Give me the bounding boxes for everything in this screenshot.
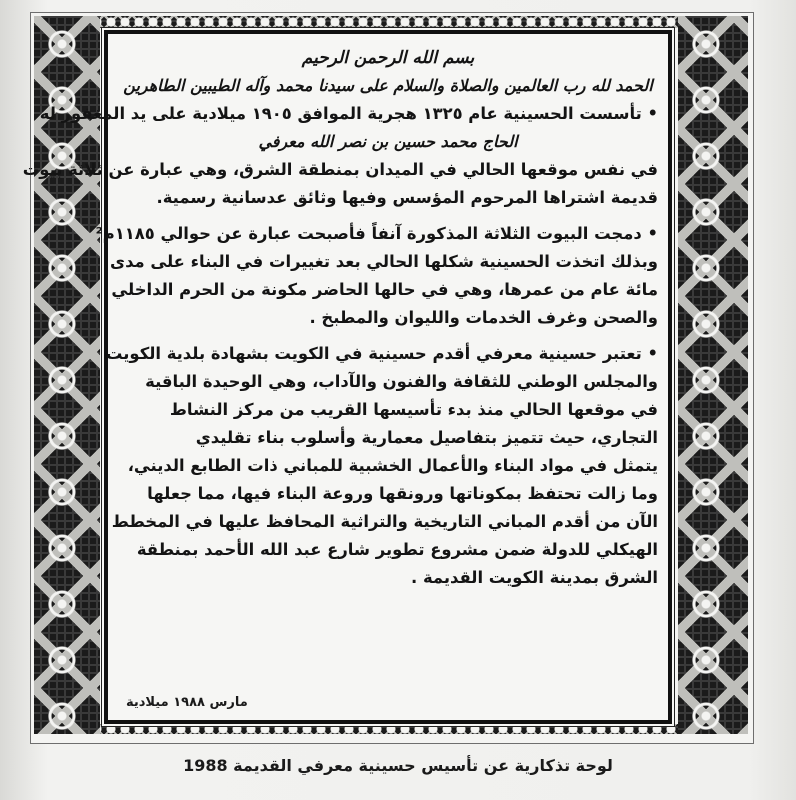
plaque-line-9: والصحن وغرف الخدمات والليوان والمطبخ . xyxy=(309,308,658,327)
plaque-line-16: الآن من أقدم المباني التاريخية والتراثية المحافظ عليها في المخطط xyxy=(111,512,658,531)
plaque-line-3: الحاج محمد حسين بن نصر الله معرفي xyxy=(258,132,518,151)
plaque-line-12: في موقعها الحالي منذ بدء تأسيسها القريب من مركز النشاط xyxy=(169,400,658,419)
ornamental-border-bottom xyxy=(34,724,748,734)
plaque-line-18: الشرق بمدينة الكويت القديمة . xyxy=(411,568,658,587)
photo-caption: لوحة تذكارية عن تأسيس حسينية معرفي القديمة 1988 xyxy=(183,756,613,775)
plaque-line-11: والمجلس الوطني للثقافة والفنون والآداب، وهي الوحيدة الباقية xyxy=(145,372,658,391)
ornamental-border-right xyxy=(678,16,748,734)
plaque-line-17: الهيكلي للدولة ضمن مشروع تطوير شارع عبد الله الأحمد بمنطقة xyxy=(136,540,658,559)
basmala: بسم الله الرحمن الرحيم xyxy=(301,48,475,68)
plaque-line-7: وبذلك اتخذت الحسينية شكلها الحالي بعد تغييرات في البناء على مدى xyxy=(110,252,658,271)
plaque-line-1: الحمد لله رب العالمين والصلاة والسلام على سيدنا محمد وآله الطيبين الطاهرين xyxy=(123,76,653,95)
plaque-date: مارس ١٩٨٨ ميلادية xyxy=(126,695,248,710)
plaque-line-6: • دمجت البيوت الثلاثة المذكورة آنفاً فأصبحت عبارة عن حوالي ١١٨٥م² xyxy=(95,224,658,243)
plaque-line-8: مائة عام من عمرها، وهي في حالها الحاضر مكونة من الحرم الداخلي xyxy=(111,280,658,299)
plaque-line-14: يتمثل في مواد البناء والأعمال الخشبية للمباني ذات الطابع الديني، xyxy=(127,456,658,475)
plaque-line-13: التجاري، حيث تتميز بتفاصيل معمارية وأسلوب بناء تقليدي xyxy=(195,428,658,447)
ornamental-border-top xyxy=(34,16,748,28)
plaque-line-15: وما زالت تحتفظ بمكوناتها ورونقها وروعة البناء فيها، مما جعلها xyxy=(147,484,658,503)
plaque-line-10: • تعتبر حسينية معرفي أقدم حسينية في الكويت بشهادة بلدية الكويت xyxy=(105,344,658,363)
plaque-line-2: • تأسست الحسينية عام ١٣٢٥ هجرية الموافق ١٩٠٥ ميلادية على يد المغفور له xyxy=(39,104,658,123)
plaque-text xyxy=(22,40,658,714)
plaque-line-4: في نفس موقعها الحالي في الميدان بمنطقة الشرق، وهي عبارة عن ثلاثة بيوت xyxy=(22,160,658,179)
plaque-line-5: قديمة اشتراها المرحوم المؤسس وفيها وثائق عدسانية رسمية. xyxy=(156,188,658,207)
plaque-text-panel xyxy=(22,30,672,724)
